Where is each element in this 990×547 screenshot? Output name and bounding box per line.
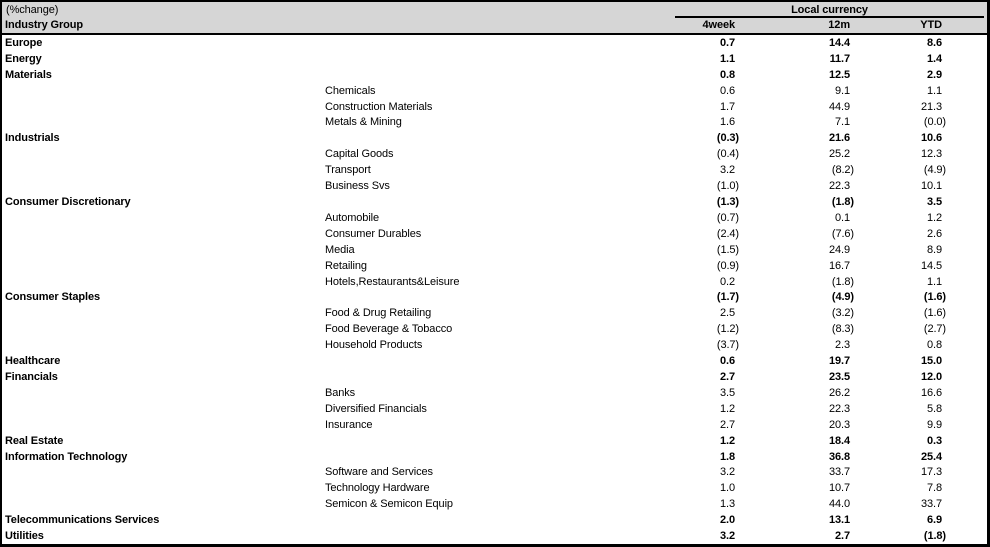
table-row xyxy=(2,258,987,274)
value-cell-12m: 33.7 xyxy=(828,466,850,479)
value-cell-ytd: 2.9 xyxy=(927,68,942,81)
value-cell-ytd: 12.3 xyxy=(920,148,942,161)
value-cell-12m: 44.0 xyxy=(828,498,850,511)
table-row xyxy=(2,305,987,321)
industry-label: Semicon & Semicon Equip xyxy=(325,498,453,511)
value-cell-ytd: (1.8) xyxy=(923,530,946,543)
industry-label: Household Products xyxy=(325,339,423,352)
value-cell-12m: (8.2) xyxy=(831,164,854,177)
table-row xyxy=(2,290,987,306)
value-cell-12m: 16.7 xyxy=(828,259,850,272)
value-cell-12m: 18.4 xyxy=(828,434,850,447)
table-row xyxy=(2,385,987,401)
table-row xyxy=(2,226,987,242)
value-cell-12m: 14.4 xyxy=(828,36,850,49)
industry-label: Hotels,Restaurants&Leisure xyxy=(325,275,460,288)
table-row xyxy=(2,528,987,544)
table-row xyxy=(2,417,987,433)
value-cell-ytd: 0.8 xyxy=(927,339,942,352)
industry-label: Metals & Mining xyxy=(325,116,402,129)
industry-label: Retailing xyxy=(325,259,367,272)
value-cell-ytd: 6.9 xyxy=(927,514,942,527)
spacer-cell xyxy=(322,18,614,33)
value-cell-ytd: 25.4 xyxy=(920,450,942,463)
value-cell-ytd: 5.8 xyxy=(927,402,942,415)
value-cell-ytd: 7.8 xyxy=(927,482,942,495)
value-cell-ytd: 8.9 xyxy=(927,243,942,256)
value-cell-4week: 3.2 xyxy=(720,530,735,543)
sector-label: Telecommunications Services xyxy=(5,514,160,527)
value-cell-ytd: 0.3 xyxy=(927,434,942,447)
value-cell-12m: 19.7 xyxy=(828,355,850,368)
value-cell-4week: 2.7 xyxy=(720,370,735,383)
value-cell-4week: 1.2 xyxy=(720,434,735,447)
industry-label: Automobile xyxy=(325,211,380,224)
value-cell-4week: 0.7 xyxy=(720,36,735,49)
column-header-4week: 4week xyxy=(702,19,735,31)
table-row xyxy=(2,337,987,353)
industry-label: Business Svs xyxy=(325,180,390,193)
value-cell-12m: 21.6 xyxy=(828,132,850,145)
value-cell-12m: 22.3 xyxy=(828,402,850,415)
value-cell-4week: 1.7 xyxy=(720,100,735,113)
sector-label: Consumer Discretionary xyxy=(5,196,131,209)
value-cell-4week: 0.6 xyxy=(720,84,735,97)
sector-label: Europe xyxy=(5,36,43,49)
sector-label: Industrials xyxy=(5,132,60,145)
value-cell-12m: 2.7 xyxy=(835,530,850,543)
value-cell-4week: (1.2) xyxy=(716,323,739,336)
value-cell-ytd: 16.6 xyxy=(920,386,942,399)
table-row xyxy=(2,274,987,290)
value-cell-4week: 1.8 xyxy=(720,450,735,463)
table-row xyxy=(2,130,987,146)
value-cell-ytd: 10.1 xyxy=(920,180,942,193)
value-cell-4week: 1.1 xyxy=(720,52,735,65)
value-cell-12m: (4.9) xyxy=(831,291,854,304)
value-cell-12m: 36.8 xyxy=(828,450,850,463)
column-header-12m: 12m xyxy=(828,19,850,31)
value-cell-12m: (1.8) xyxy=(831,196,854,209)
table-row xyxy=(2,353,987,369)
value-cell-ytd: (1.6) xyxy=(923,291,946,304)
header-row-columns xyxy=(2,18,987,33)
value-cell-ytd: 9.9 xyxy=(927,418,942,431)
value-cell-ytd: (4.9) xyxy=(923,164,946,177)
value-cell-ytd: (1.6) xyxy=(923,307,946,320)
table-row xyxy=(2,369,987,385)
value-cell-12m: (8.3) xyxy=(831,323,854,336)
value-cell-12m: (3.2) xyxy=(831,307,854,320)
table-row xyxy=(2,464,987,480)
table-row xyxy=(2,449,987,465)
sector-label: Information Technology xyxy=(5,450,128,463)
value-cell-4week: 1.6 xyxy=(720,116,735,129)
value-cell-4week: (0.9) xyxy=(716,259,739,272)
value-cell-ytd: 1.1 xyxy=(927,84,942,97)
table-row xyxy=(2,401,987,417)
table-row xyxy=(2,83,987,99)
value-cell-ytd: 1.4 xyxy=(927,52,942,65)
table-row xyxy=(2,433,987,449)
table-row xyxy=(2,480,987,496)
column-header-ytd: YTD xyxy=(920,19,942,31)
sector-label: Materials xyxy=(5,68,52,81)
industry-label: Chemicals xyxy=(325,84,376,97)
value-cell-4week: 3.2 xyxy=(720,164,735,177)
value-cell-ytd: 2.6 xyxy=(927,227,942,240)
value-cell-12m: 22.3 xyxy=(828,180,850,193)
value-cell-12m: 13.1 xyxy=(828,514,850,527)
table-row xyxy=(2,178,987,194)
industry-label: Capital Goods xyxy=(325,148,394,161)
value-cell-ytd: 21.3 xyxy=(920,100,942,113)
value-cell-4week: (1.0) xyxy=(716,180,739,193)
value-cell-12m: 10.7 xyxy=(828,482,850,495)
value-cell-12m: 44.9 xyxy=(828,100,850,113)
value-cell-4week: 0.2 xyxy=(720,275,735,288)
value-cell-4week: (0.3) xyxy=(716,132,739,145)
value-cell-4week: 0.8 xyxy=(720,68,735,81)
industry-label: Food Beverage & Tobacco xyxy=(325,323,453,336)
table-row xyxy=(2,242,987,258)
value-cell-4week: 2.5 xyxy=(720,307,735,320)
value-cell-4week: 0.6 xyxy=(720,355,735,368)
sector-label: Healthcare xyxy=(5,355,61,368)
industry-label: Technology Hardware xyxy=(325,482,430,495)
table-row xyxy=(2,194,987,210)
table-row xyxy=(2,162,987,178)
value-cell-12m: 11.7 xyxy=(829,52,850,65)
value-cell-4week: 2.7 xyxy=(720,418,735,431)
value-cell-12m: 2.3 xyxy=(835,339,850,352)
industry-label: Consumer Durables xyxy=(325,227,422,240)
value-cell-4week: (1.7) xyxy=(716,291,739,304)
value-cell-4week: (3.7) xyxy=(716,339,739,352)
value-cell-ytd: 1.2 xyxy=(927,211,942,224)
table-row xyxy=(2,67,987,83)
industry-label: Construction Materials xyxy=(325,100,433,113)
table-row xyxy=(2,99,987,115)
table-row xyxy=(2,146,987,162)
value-cell-12m: 23.5 xyxy=(828,370,850,383)
value-cell-12m: 26.2 xyxy=(828,386,850,399)
value-cell-12m: 12.5 xyxy=(828,68,850,81)
value-cell-ytd: 17.3 xyxy=(920,466,942,479)
value-cell-ytd: 12.0 xyxy=(920,370,942,383)
industry-label: Media xyxy=(325,243,355,256)
value-cell-4week: 3.2 xyxy=(720,466,735,479)
value-cell-4week: 2.0 xyxy=(720,514,735,527)
sector-label: Energy xyxy=(5,52,42,65)
value-cell-12m: (1.8) xyxy=(831,275,854,288)
value-cell-12m: 20.3 xyxy=(828,418,850,431)
value-cell-ytd: 15.0 xyxy=(920,355,942,368)
table-row xyxy=(2,35,987,51)
table-row xyxy=(2,51,987,67)
table-row xyxy=(2,496,987,512)
value-cell-4week: (1.3) xyxy=(716,196,739,209)
percent-change-caption: (%change) xyxy=(6,4,59,16)
industry-group-column-header: Industry Group xyxy=(5,19,84,31)
local-currency-group-header: Local currency xyxy=(675,3,984,18)
sector-label: Financials xyxy=(5,370,58,383)
value-cell-ytd: 8.6 xyxy=(927,36,942,49)
value-cell-12m: 24.9 xyxy=(828,243,850,256)
table-row xyxy=(2,115,987,131)
value-cell-4week: (0.4) xyxy=(716,148,739,161)
industry-label: Food & Drug Retailing xyxy=(325,307,432,320)
value-cell-ytd: 33.7 xyxy=(920,498,942,511)
value-cell-12m: 9.1 xyxy=(835,84,850,97)
sector-label: Utilities xyxy=(5,530,44,543)
table-header xyxy=(2,2,987,35)
value-cell-ytd: (2.7) xyxy=(923,323,946,336)
industry-label: Transport xyxy=(325,164,371,177)
value-cell-4week: (1.5) xyxy=(716,243,739,256)
value-cell-12m: 0.1 xyxy=(835,211,850,224)
industry-label: Diversified Financials xyxy=(325,402,427,415)
table-row xyxy=(2,321,987,337)
value-cell-ytd: (0.0) xyxy=(923,116,946,129)
value-cell-4week: (0.7) xyxy=(716,211,739,224)
sector-label: Real Estate xyxy=(5,434,64,447)
table-body xyxy=(2,35,987,544)
table-row xyxy=(2,512,987,528)
industry-label: Software and Services xyxy=(325,466,433,479)
value-cell-12m: (7.6) xyxy=(831,227,854,240)
value-cell-4week: 1.3 xyxy=(720,498,735,511)
value-cell-4week: 3.5 xyxy=(720,386,735,399)
value-cell-4week: 1.0 xyxy=(720,482,735,495)
value-cell-ytd: 10.6 xyxy=(920,132,942,145)
industry-label: Banks xyxy=(325,386,356,399)
value-cell-ytd: 14.5 xyxy=(920,259,942,272)
header-row-caption xyxy=(2,2,987,18)
value-cell-4week: 1.2 xyxy=(720,402,735,415)
sector-label: Consumer Staples xyxy=(5,291,100,304)
industry-label: Insurance xyxy=(325,418,373,431)
value-cell-12m: 7.1 xyxy=(835,116,850,129)
value-cell-12m: 25.2 xyxy=(828,148,850,161)
value-cell-4week: (2.4) xyxy=(716,227,739,240)
table-row xyxy=(2,210,987,226)
value-cell-ytd: 3.5 xyxy=(927,196,942,209)
value-cell-ytd: 1.1 xyxy=(927,275,942,288)
